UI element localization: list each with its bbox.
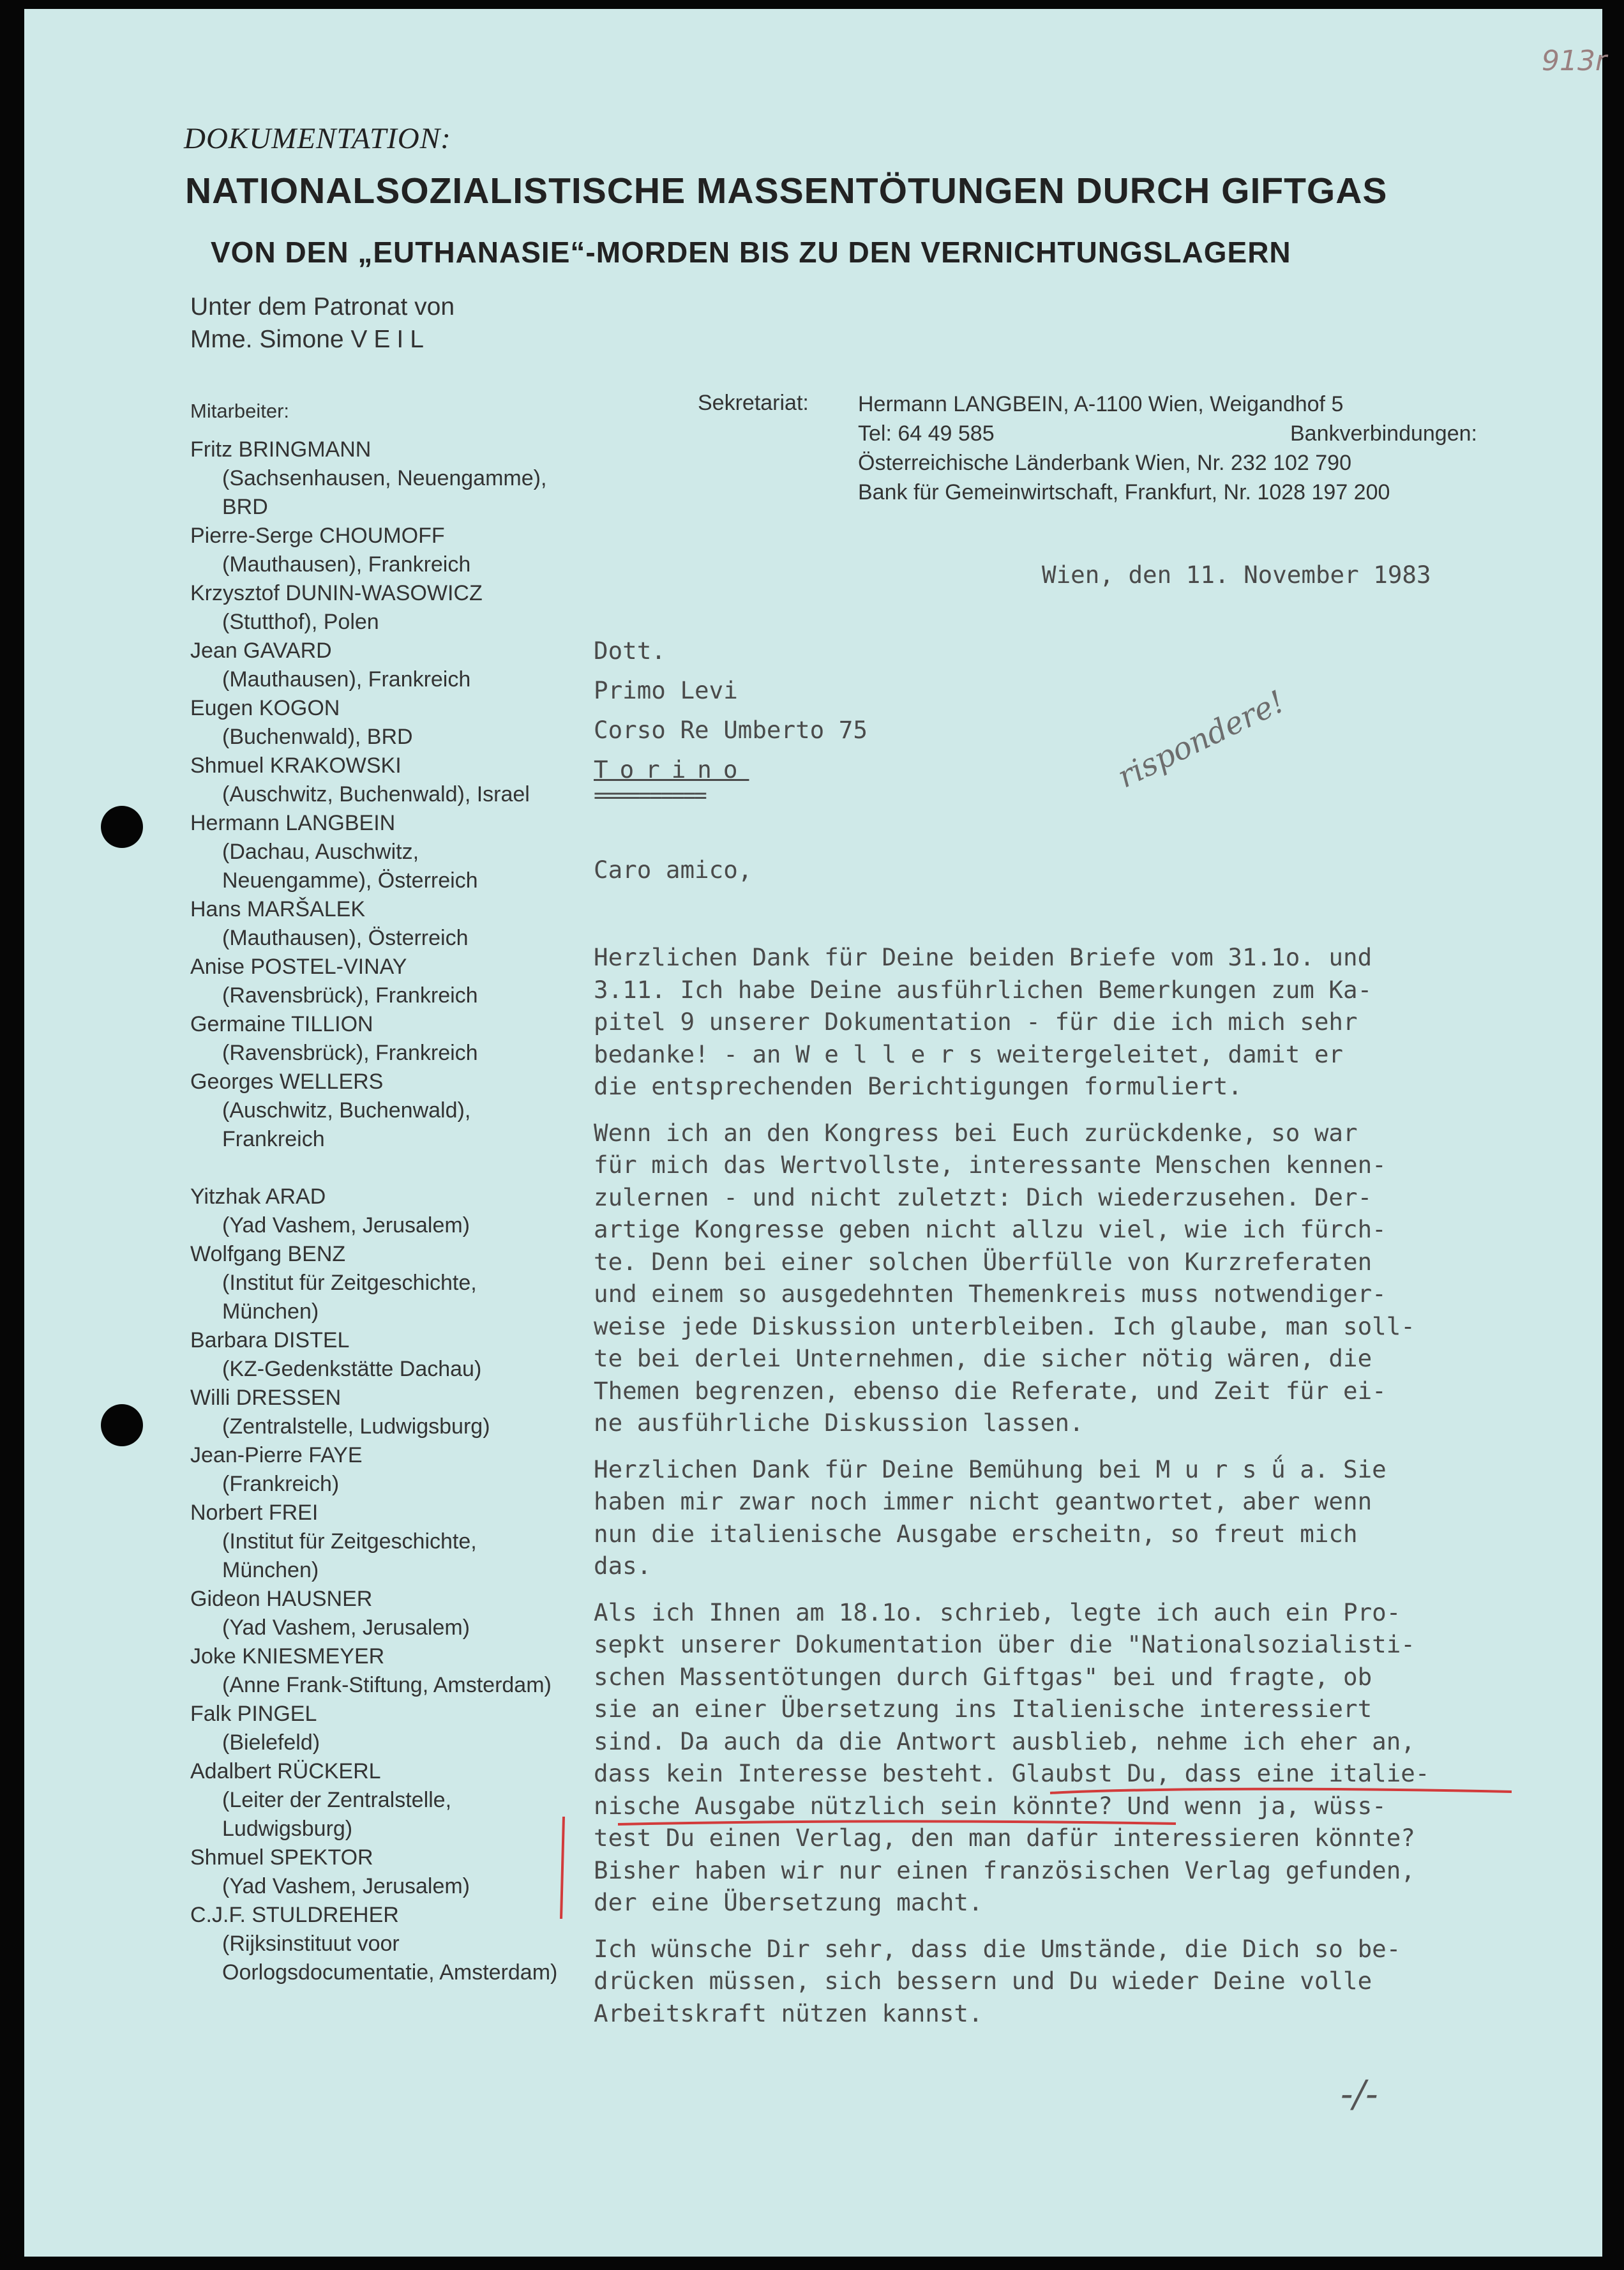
staff-member-affiliation: (Mauthausen), Österreich: [222, 926, 469, 950]
recipient-city-underline: ==========: [594, 783, 705, 808]
recipient-street: Corso Re Umberto 75: [594, 716, 868, 744]
patron-name: VEIL: [350, 326, 430, 353]
staff-label: Mitarbeiter:: [190, 400, 290, 422]
bank-account-2: Bank für Gemeinwirtschaft, Frankfurt, Nr. 1028 197 200: [858, 480, 1390, 504]
recipient-city: Torino: [594, 755, 749, 783]
staff-member-name: Hermann LANGBEIN: [190, 811, 396, 835]
staff-member-affiliation: (KZ-Gedenkstätte Dachau): [222, 1357, 482, 1381]
staff-member-affiliation: (Rijksinstituut voor Oorlogsdocumentatie, Amsterdam): [222, 1932, 558, 1985]
secretariat-address: Hermann LANGBEIN, A-1100 Wien, Weigandhof 5: [858, 392, 1344, 416]
staff-member-name: Jean-Pierre FAYE: [190, 1443, 363, 1467]
staff-member-affiliation: (Stutthof), Polen: [222, 610, 379, 634]
staff-member-affiliation: (Buchenwald), BRD: [222, 725, 413, 749]
staff-member-affiliation: (Institut für Zeitgeschichte, München): [222, 1529, 477, 1582]
staff-member-name: Anise POSTEL-VINAY: [190, 955, 407, 979]
recipient-title: Dott.: [594, 637, 666, 665]
letter-date: Wien, den 11. November 1983: [1042, 561, 1431, 589]
staff-member-name: Krzysztof DUNIN-WASOWICZ: [190, 581, 483, 605]
staff-member-name: Georges WELLERS: [190, 1070, 384, 1094]
secretariat-phone: Tel: 64 49 585: [858, 421, 995, 446]
staff-member-affiliation: (Auschwitz, Buchenwald), Israel: [222, 782, 530, 806]
staff-member-name: Norbert FREI: [190, 1501, 319, 1525]
letterhead-subtitle: VON DEN „EUTHANASIE“-MORDEN BIS ZU DEN VERNICHTUNGSLAGERN: [211, 236, 1291, 269]
bank-account-1: Österreichische Länderbank Wien, Nr. 232 102 790: [858, 451, 1352, 475]
staff-member-name: Germaine TILLION: [190, 1012, 373, 1036]
patron-prefix: Mme. Simone: [190, 326, 351, 353]
staff-member-name: Willi DRESSEN: [190, 1386, 342, 1410]
staff-member-name: Yitzhak ARAD: [190, 1184, 326, 1209]
staff-member-affiliation: (Institut für Zeitgeschichte, München): [222, 1271, 477, 1324]
greeting: Caro amico,: [594, 856, 753, 884]
handwritten-note: rispondere!: [1112, 683, 1291, 796]
staff-member-affiliation: (Yad Vashem, Jerusalem): [222, 1615, 470, 1640]
staff-member-affiliation: (Ravensbrück), Frankreich: [222, 983, 478, 1008]
letterhead-title: NATIONALSOZIALISTISCHE MASSENTÖTUNGEN DURCH GIFTGAS: [185, 170, 1388, 211]
red-underline: [1050, 1789, 1512, 1793]
secretariat-label: Sekretariat:: [698, 391, 809, 415]
staff-member-affiliation: (Ravensbrück), Frankreich: [222, 1041, 478, 1065]
staff-member-affiliation: (Frankreich): [222, 1472, 340, 1496]
staff-member-name: Barbara DISTEL: [190, 1328, 350, 1352]
archive-number: 913r: [1542, 45, 1607, 77]
staff-member-affiliation: (Sachsenhausen, Neuengamme), BRD: [222, 466, 547, 519]
staff-member-affiliation: (Zentralstelle, Ludwigsburg): [222, 1414, 490, 1439]
staff-member-affiliation: (Yad Vashem, Jerusalem): [222, 1213, 470, 1237]
recipient-name: Primo Levi: [594, 676, 738, 704]
staff-member-name: Hans MARŠALEK: [190, 897, 365, 921]
staff-member-name: Eugen KOGON: [190, 696, 340, 720]
staff-member-name: Falk PINGEL: [190, 1702, 317, 1726]
paragraph: Herzlichen Dank für Deine Bemühung bei M u r s ǘ a. Sie haben mir zwar noch immer nicht geantwortet, aber wenn nun die italienische Ausgabe erscheitn, so freut mich das.: [594, 1455, 1387, 1580]
staff-member-name: Shmuel KRAKOWSKI: [190, 753, 402, 778]
staff-member-affiliation: (Mauthausen), Frankreich: [222, 667, 471, 692]
red-margin-line: [561, 1817, 564, 1919]
staff-member-affiliation: (Mauthausen), Frankreich: [222, 552, 471, 577]
patron-line: Unter dem Patronat von: [190, 293, 455, 321]
paragraph: Herzlichen Dank für Deine beiden Briefe vom 31.1o. und 3.11. Ich habe Deine ausführlichen Bemerkungen zum Ka- pitel 9 unserer Dokumentation - für die ich mich sehr bedanke! - an W e l l e r s weitergeleitet, damit er die entsprechenden Berichtigungen formuliert.: [594, 943, 1372, 1100]
paragraph: Ich wünsche Dir sehr, dass die Umstände, die Dich so be- drücken müssen, sich bessern und Du wieder Deine volle Arbeitskraft nützen kannst.: [594, 1934, 1401, 2027]
staff-member-name: Jean GAVARD: [190, 639, 332, 663]
staff-member-name: C.J.F. STULDREHER: [190, 1903, 399, 1927]
staff-member-name: Fritz BRINGMANN: [190, 437, 372, 462]
handwritten-signoff: -/-: [1341, 2072, 1378, 2115]
staff-member-affiliation: (Dachau, Auschwitz, Neuengamme), Österreich: [222, 840, 478, 893]
staff-member-name: Gideon HAUSNER: [190, 1587, 373, 1611]
staff-member-name: Shmuel SPEKTOR: [190, 1845, 373, 1870]
staff-member-affiliation: (Yad Vashem, Jerusalem): [222, 1874, 470, 1898]
staff-member-name: Joke KNIESMEYER: [190, 1644, 385, 1668]
staff-member-affiliation: (Leiter der Zentralstelle, Ludwigsburg): [222, 1788, 452, 1841]
bank-label: Bankverbindungen:: [1289, 421, 1477, 446]
staff-member-affiliation: (Auschwitz, Buchenwald), Frankreich: [222, 1098, 471, 1151]
document-label: DOKUMENTATION:: [184, 122, 451, 155]
red-underline: [618, 1821, 1176, 1824]
paragraph: Wenn ich an den Kongress bei Euch zurückdenke, so war für mich das Wertvollste, interessante Menschen kennen- zulernen - und nicht zuletzt: Dich wiederzusehen. Der- artige Kongresse geben nicht allzu viel, wie ich fürch- te. Denn bei einer solchen Überfülle von Kurzreferaten und einem so ausgedehnten Themenkreis muss notwendiger- weise jede Diskussion unterbleiben. Ich glaube, man soll- te bei derlei Unternehmen, die sicher nötig wären, die Themen begrenzen, ebenso die Referate, und Zeit für ei- ne ausführliche Diskussion lassen.: [594, 1118, 1415, 1437]
staff-member-affiliation: (Anne Frank-Stiftung, Amsterdam): [222, 1673, 552, 1697]
staff-member-name: Wolfgang BENZ: [190, 1242, 346, 1266]
staff-member-name: Pierre-Serge CHOUMOFF: [190, 524, 445, 548]
paragraph: Als ich Ihnen am 18.1o. schrieb, legte ich auch ein Pro- sepkt unserer Dokumentation über die "Nationalsozialisti- schen Massentötungen durch Giftgas" bei und fragte, ob sie an einer Übersetzung ins Italienische interessiert sind. Da auch da die Antwort ausblieb, nehme ich eher an, dass kein Interesse besteht. Glaubst Du, dass eine italie- nische Ausgabe nützlich sein könnte? Und wenn ja, wüss- test Du einen Verlag, den man dafür interessieren könnte? Bisher haben wir nur einen französischen Verlag gefunden, der eine Übersetzung macht.: [594, 1598, 1430, 1916]
staff-member-affiliation: (Bielefeld): [222, 1730, 320, 1755]
staff-member-name: Adalbert RÜCKERL: [190, 1759, 381, 1783]
